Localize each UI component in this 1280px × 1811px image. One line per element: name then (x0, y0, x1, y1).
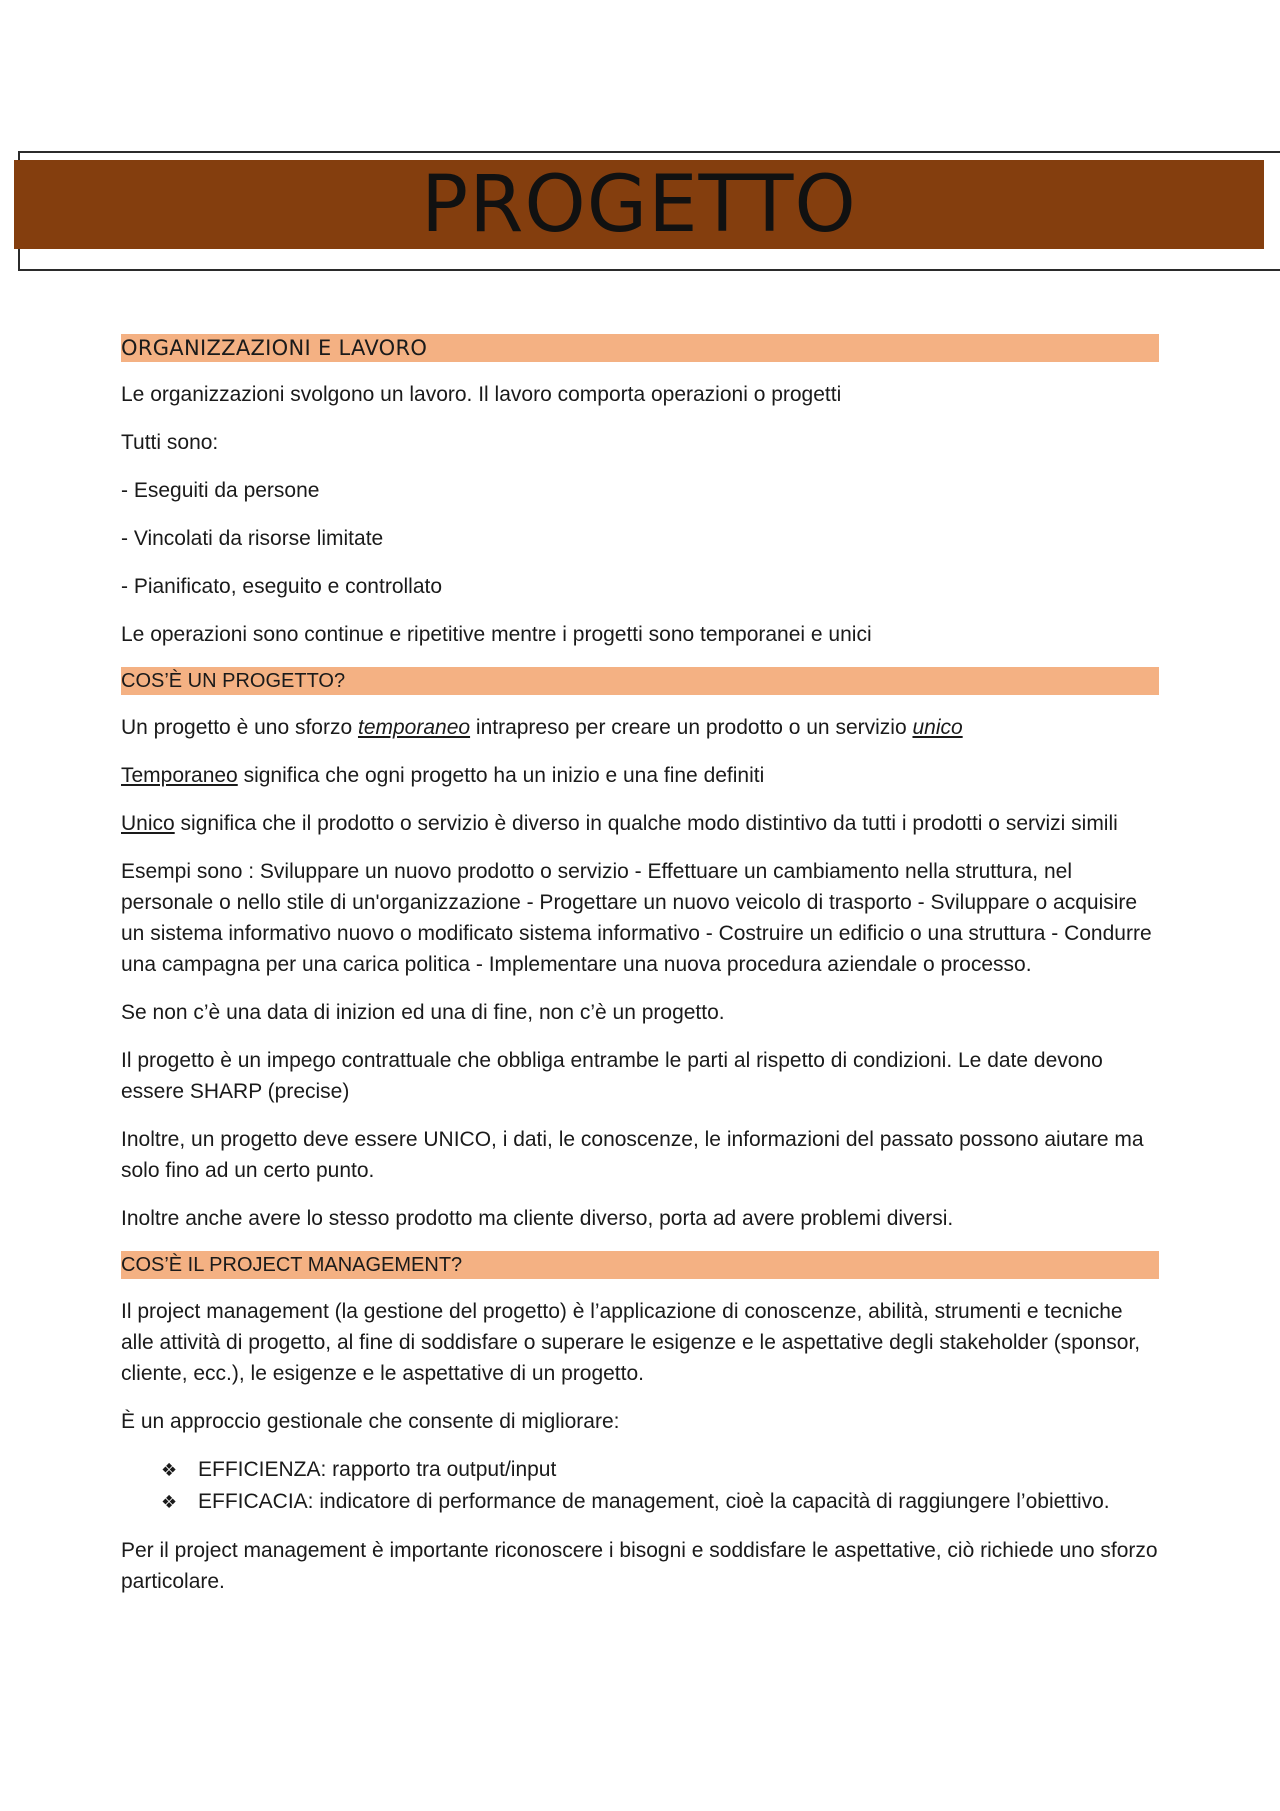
text-run: significa che ogni progetto ha un inizio e una fine definiti (237, 764, 765, 787)
paragraph: Il progetto è un impego contrattuale che obbliga entrambe le parti al rispetto di condizioni. Le date devono essere SHARP (precise) (121, 1049, 1103, 1103)
paragraph: È un approccio gestionale che consente di migliorare: (121, 1410, 620, 1433)
text-run: Un progetto è uno sforzo (121, 716, 358, 739)
list-item-text: EFFICIENZA: rapporto tra output/input (198, 1458, 557, 1481)
examples-paragraph: Esempi sono : Sviluppare un nuovo prodotto o servizio - Effettuare un cambiamento nella struttura, nel personale o nello stile di un'organizzazione - Progettare un nuovo veicolo di trasporto - Sviluppare o acquisire un sistema informativo nuovo o modificato sistema informativo - Costruire un edificio o una struttura - Condurre una campagna per una carica politica - Implementare una nuova procedura aziendale o processo. (121, 860, 1152, 976)
document-body (121, 334, 1159, 1614)
paragraph: Il project management (la gestione del progetto) è l’applicazione di conoscenze, abilità, strumenti e tecniche alle attività di progetto, al fine di soddisfare o superare le esigenze e le aspettative degli stakeholder (sponsor, cliente, ecc.), le esigenze e le aspettative di un progetto. (121, 1300, 1141, 1385)
list-item (161, 1486, 1159, 1518)
paragraph: Se non c’è una data di inizion ed una di fine, non c’è un progetto. (121, 1001, 725, 1024)
bullet-list (121, 1454, 1159, 1518)
paragraph: Le operazioni sono continue e ripetitive mentre i progetti sono temporanei e unici (121, 623, 872, 646)
page-title: PROGETTO (421, 159, 857, 250)
underlined-term: Temporaneo (121, 764, 238, 787)
paragraph: Le organizzazioni svolgono un lavoro. Il lavoro comporta operazioni o progetti (121, 383, 842, 406)
list-item (161, 1454, 1159, 1486)
title-banner (14, 160, 1264, 249)
list-item-text: EFFICACIA: indicatore di performance de management, cioè la capacità di raggiungere l’obiettivo. (198, 1490, 1110, 1513)
diamond-bullet-icon: ❖ (161, 1460, 178, 1480)
text-run: intrapreso per creare un prodotto o un servizio (470, 716, 913, 739)
paragraph: Per il project management è importante riconoscere i bisogni e soddisfare le aspettative, ciò richiede uno sforzo particolare. (121, 1539, 1158, 1593)
section-heading-progetto: COS’È UN PROGETTO? (121, 667, 1159, 695)
underlined-term: Unico (121, 812, 175, 835)
list-item: - Pianificato, eseguito e controllato (121, 575, 443, 598)
list-item: - Vincolati da risorse limitate (121, 527, 384, 550)
paragraph: Inoltre anche avere lo stesso prodotto ma cliente diverso, porta ad avere problemi diversi. (121, 1207, 954, 1230)
text-run: significa che il prodotto o servizio è diverso in qualche modo distintivo da tutti i prodotti o servizi simili (174, 812, 1118, 835)
definition-paragraph (121, 712, 1159, 743)
paragraph: Tutti sono: (121, 431, 219, 454)
temporaneo-paragraph (121, 760, 1159, 791)
section-heading-project-management: COS’È IL PROJECT MANAGEMENT? (121, 1251, 1159, 1279)
list-item: - Eseguiti da persone (121, 479, 320, 502)
unico-paragraph (121, 808, 1159, 839)
paragraph: Inoltre, un progetto deve essere UNICO, i dati, le conoscenze, le informazioni del passato possono aiutare ma solo fino ad un certo punto. (121, 1128, 1144, 1182)
section-heading-organizzazioni: ORGANIZZAZIONI E LAVORO (121, 334, 1159, 362)
emphasis-unico: unico (912, 716, 963, 739)
diamond-bullet-icon: ❖ (161, 1492, 178, 1512)
emphasis-temporaneo: temporaneo (357, 716, 471, 739)
